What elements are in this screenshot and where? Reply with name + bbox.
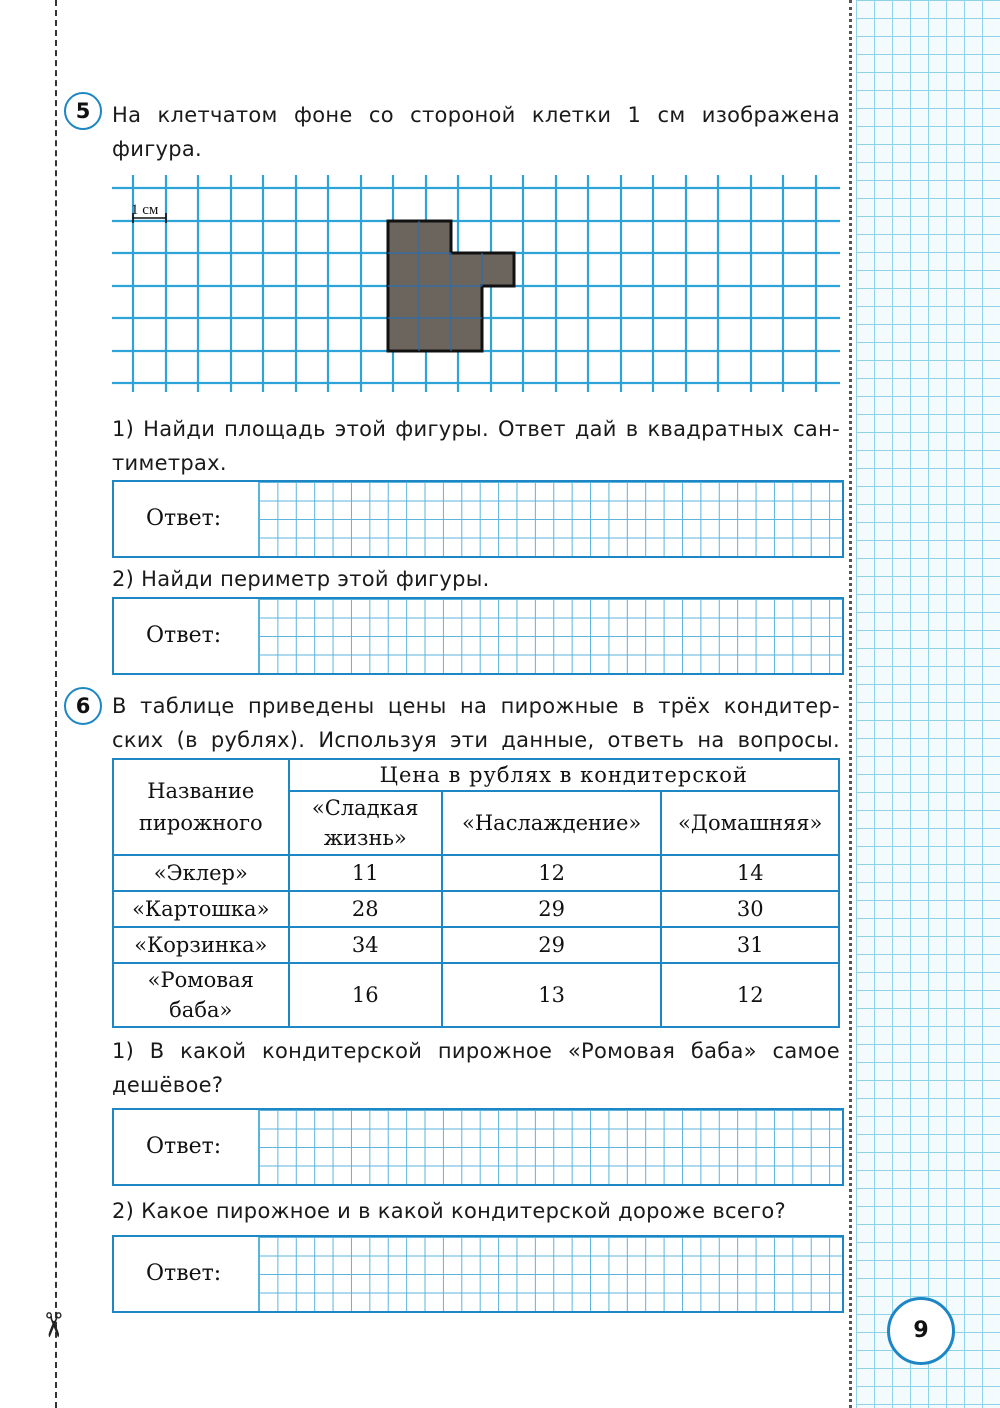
task-6-intro-line1: В таблице приведены цены на пирожные в трёх кондитер-: [112, 694, 840, 718]
header-cake-name-line2: пирожного: [138, 811, 263, 835]
table-row: [113, 855, 839, 891]
row-cake-name: «Картошка»: [113, 891, 289, 927]
task-6-intro-line2: ских (в рублях). Используя эти данные, ответь на вопросы.: [112, 728, 840, 752]
table-row: [113, 891, 839, 927]
scale-label: 1 см: [131, 202, 159, 218]
answer-1-input-grid[interactable]: [258, 482, 842, 556]
answer-2-input-grid[interactable]: [258, 599, 842, 673]
scissors-icon: ✂: [32, 1310, 73, 1340]
row-cake-name-line2: баба»: [169, 998, 233, 1022]
task-6-question-1-line2: дешёвое?: [112, 1073, 224, 1097]
row-cake-name: [113, 963, 289, 1027]
price-table: [112, 758, 840, 1028]
task-5-number: 5: [64, 92, 102, 130]
task-6-question-1-line1: 1) В какой кондитерской пирожное «Ромовая баба» самое: [112, 1039, 840, 1063]
table-row: [113, 927, 839, 963]
page-number: 9: [887, 1297, 955, 1365]
header-shop-2: «Наслаждение»: [442, 791, 661, 855]
header-shop-1: [289, 791, 442, 855]
price-cell: 28: [289, 891, 442, 927]
grid-figure-drawing: [112, 170, 840, 392]
header-shop-3: «Домашняя»: [661, 791, 839, 855]
header-shop-1-line1: «Сладкая: [311, 796, 419, 820]
price-cell: 31: [661, 927, 839, 963]
price-cell: 29: [442, 927, 661, 963]
price-cell: 11: [289, 855, 442, 891]
answer-4-input-grid[interactable]: [258, 1237, 842, 1311]
task-5-answer-1-box: [112, 480, 844, 558]
price-cell: 14: [661, 855, 839, 891]
task-5-intro-line1: На клетчатом фоне со стороной клетки 1 см изображена: [112, 103, 840, 127]
price-cell: 29: [442, 891, 661, 927]
margin-grid: [856, 0, 1000, 1408]
task-5-intro-line2: фигура.: [112, 137, 203, 161]
task-5-answer-2-box: [112, 597, 844, 675]
task-6-answer-1-box: [112, 1108, 844, 1186]
row-cake-name: «Эклер»: [113, 855, 289, 891]
row-cake-name: «Корзинка»: [113, 927, 289, 963]
answer-label: Ответ:: [146, 1134, 222, 1159]
task-6-number: 6: [64, 687, 102, 725]
header-cake-name: [113, 759, 289, 855]
price-cell: 30: [661, 891, 839, 927]
price-cell: 16: [289, 963, 442, 1027]
header-cake-name-line1: Название: [147, 779, 255, 803]
header-price-group: Цена в рублях в кондитерской: [289, 759, 839, 791]
price-cell: 13: [442, 963, 661, 1027]
table-row: [113, 963, 839, 1027]
cut-line: [55, 0, 57, 1408]
price-cell: 12: [442, 855, 661, 891]
task-6-answer-2-box: [112, 1235, 844, 1313]
answer-3-input-grid[interactable]: [258, 1110, 842, 1184]
task-6-question-2: 2) Какое пирожное и в какой кондитерской дороже всего?: [112, 1199, 787, 1223]
task-5-question-1-line1: 1) Найди площадь этой фигуры. Ответ дай в квадратных сан-: [112, 417, 840, 441]
answer-label: Ответ:: [146, 1261, 222, 1286]
row-cake-name-line1: «Ромовая: [147, 968, 254, 992]
header-shop-1-line2: жизнь»: [323, 826, 407, 850]
task-5-question-1-line2: тиметрах.: [112, 451, 227, 475]
answer-label: Ответ:: [146, 506, 222, 531]
price-cell: 34: [289, 927, 442, 963]
price-cell: 12: [661, 963, 839, 1027]
perforation-line: [849, 0, 852, 1408]
answer-label: Ответ:: [146, 623, 222, 648]
task-5-question-2: 2) Найди периметр этой фигуры.: [112, 567, 490, 591]
